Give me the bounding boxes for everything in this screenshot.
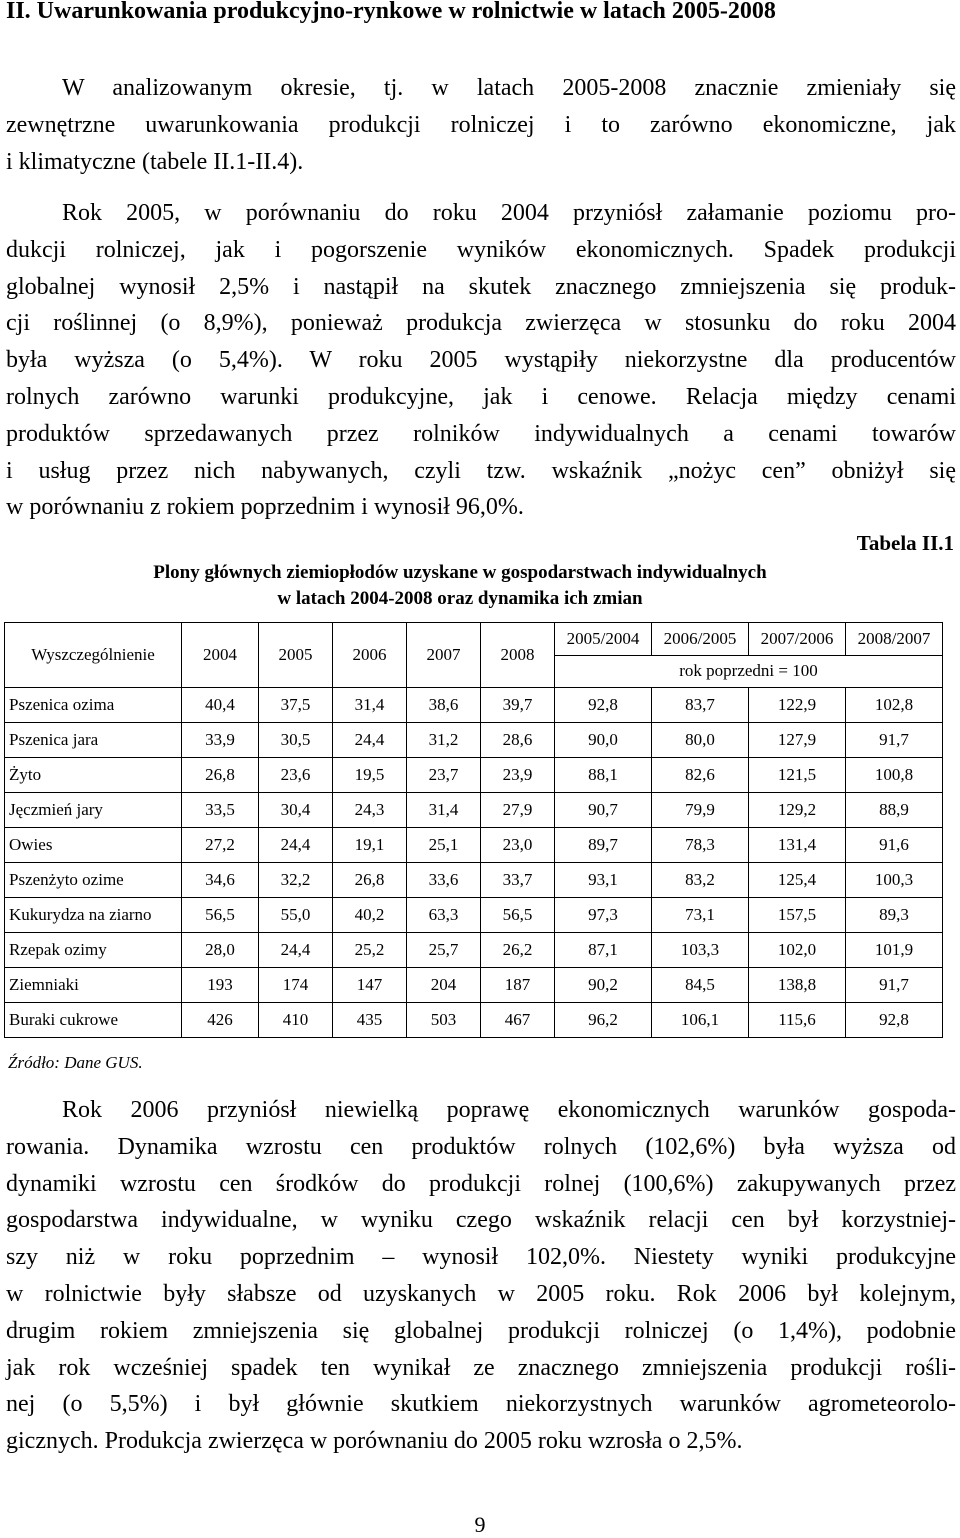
table-cell: 84,5 bbox=[652, 968, 749, 1003]
paragraph-line: i klimatyczne (tabele II.1-II.4). bbox=[6, 148, 304, 175]
table-cell: 24,4 bbox=[333, 723, 407, 758]
table-cell: 27,2 bbox=[182, 828, 259, 863]
table-cell: 97,3 bbox=[555, 898, 652, 933]
paragraph-line: dynamiki wzrostu cen środków do produkcji rolnej (100,6%) zakupywanych przez bbox=[6, 1170, 956, 1197]
table-cell: 63,3 bbox=[407, 898, 481, 933]
table-row bbox=[5, 933, 943, 968]
table-row bbox=[5, 688, 943, 723]
paragraph-line: W analizowanym okresie, tj. w latach 2005-2008 znacznie zmieniały się bbox=[62, 75, 956, 101]
header-year: 2008 bbox=[481, 623, 555, 688]
table-cell: 100,8 bbox=[846, 758, 943, 793]
table-cell: 38,6 bbox=[407, 688, 481, 723]
table-cell: 138,8 bbox=[749, 968, 846, 1003]
paragraph-line: drugim rokiem zmniejszenia się globalnej produkcji rolniczej (o 1,4%), podobnie bbox=[6, 1317, 956, 1344]
table-cell: 33,6 bbox=[407, 863, 481, 898]
header-wyszczegolnienie: Wyszczególnienie bbox=[5, 623, 182, 688]
table-cell: 435 bbox=[333, 1003, 407, 1038]
table-cell: 83,2 bbox=[652, 863, 749, 898]
table-cell: 40,4 bbox=[182, 688, 259, 723]
header-year: 2005 bbox=[259, 623, 333, 688]
header-ratio: 2005/2004 bbox=[555, 623, 652, 656]
table-cell: 147 bbox=[333, 968, 407, 1003]
table-cell: 102,0 bbox=[749, 933, 846, 968]
paragraph-line: produktów sprzedawanych przez rolników indywidualnych a cenami towarów bbox=[6, 420, 956, 447]
table-cell: 204 bbox=[407, 968, 481, 1003]
table-cell: 89,3 bbox=[846, 898, 943, 933]
header-year: 2006 bbox=[333, 623, 407, 688]
table-cell: 102,8 bbox=[846, 688, 943, 723]
yields-table bbox=[4, 622, 943, 1038]
paragraph-line: zewnętrzne uwarunkowania produkcji rolniczej i to zarówno ekonomiczne, jak bbox=[6, 111, 956, 138]
table-row bbox=[5, 828, 943, 863]
table-cell: 115,6 bbox=[749, 1003, 846, 1038]
paragraph-line: rolnych zarówno warunki produkcyjne, jak i cenowe. Relacja między cenami bbox=[6, 383, 956, 410]
table-cell: 467 bbox=[481, 1003, 555, 1038]
table-cell: 91,7 bbox=[846, 968, 943, 1003]
table-cell: 91,7 bbox=[846, 723, 943, 758]
row-label: Pszenżyto ozime bbox=[5, 863, 182, 898]
paragraph-line: globalnej wynosił 2,5% i nastąpił na skutek znacznego zmniejszenia się produk- bbox=[6, 273, 956, 300]
paragraph-line: gospodarstwa indywidualne, w wyniku czego wskaźnik relacji cen był korzystniej- bbox=[6, 1207, 956, 1234]
table-cell: 31,2 bbox=[407, 723, 481, 758]
header-ratio: 2008/2007 bbox=[846, 623, 943, 656]
row-label: Kukurydza na ziarno bbox=[5, 898, 182, 933]
table-cell: 79,9 bbox=[652, 793, 749, 828]
table-cell: 92,8 bbox=[555, 688, 652, 723]
row-label: Jęczmień jary bbox=[5, 793, 182, 828]
table-body bbox=[5, 688, 943, 1038]
table-cell: 157,5 bbox=[749, 898, 846, 933]
table-cell: 122,9 bbox=[749, 688, 846, 723]
header-year: 2007 bbox=[407, 623, 481, 688]
paragraph-line: Rok 2006 przyniósł niewielką poprawę ekonomicznych warunków gospoda- bbox=[62, 1097, 956, 1123]
table-cell: 26,8 bbox=[182, 758, 259, 793]
table-cell: 101,9 bbox=[846, 933, 943, 968]
table-cell: 25,1 bbox=[407, 828, 481, 863]
paragraph-line: gicznych. Produkcja zwierzęca w porównaniu do 2005 roku wzrosła o 2,5%. bbox=[6, 1428, 743, 1455]
table-cell: 90,2 bbox=[555, 968, 652, 1003]
table-row bbox=[5, 1003, 943, 1038]
paragraph-line: cji roślinnej (o 8,9%), ponieważ produkcja zwierzęca w stosunku do roku 2004 bbox=[6, 310, 956, 337]
table-cell: 40,2 bbox=[333, 898, 407, 933]
table-cell: 100,3 bbox=[846, 863, 943, 898]
table-cell: 25,2 bbox=[333, 933, 407, 968]
table-cell: 187 bbox=[481, 968, 555, 1003]
table-cell: 83,7 bbox=[652, 688, 749, 723]
table-cell: 127,9 bbox=[749, 723, 846, 758]
row-label: Ziemniaki bbox=[5, 968, 182, 1003]
table-cell: 23,9 bbox=[481, 758, 555, 793]
page-number: 9 bbox=[474, 1512, 486, 1537]
table-row bbox=[5, 863, 943, 898]
row-label: Żyto bbox=[5, 758, 182, 793]
row-label: Buraki cukrowe bbox=[5, 1003, 182, 1038]
table-cell: 90,7 bbox=[555, 793, 652, 828]
paragraph-line: dukcji rolniczej, jak i pogorszenie wyników ekonomicznych. Spadek produkcji bbox=[6, 236, 956, 263]
paragraph-line: w porównaniu z rokiem poprzednim i wynosił 96,0%. bbox=[6, 494, 524, 521]
table-row bbox=[5, 758, 943, 793]
table-cell: 56,5 bbox=[481, 898, 555, 933]
table-cell: 30,4 bbox=[259, 793, 333, 828]
row-label: Owies bbox=[5, 828, 182, 863]
table-cell: 33,7 bbox=[481, 863, 555, 898]
row-label: Pszenica ozima bbox=[5, 688, 182, 723]
table-cell: 34,6 bbox=[182, 863, 259, 898]
table-cell: 19,5 bbox=[333, 758, 407, 793]
table-cell: 24,4 bbox=[259, 828, 333, 863]
paragraph-line: Rok 2005, w porównaniu do roku 2004 przyniósł załamanie poziomu pro- bbox=[62, 200, 956, 226]
paragraph-intro bbox=[6, 70, 956, 180]
section-heading: II. Uwarunkowania produkcyjno-rynkowe w rolnictwie w latach 2005-2008 bbox=[6, 0, 776, 24]
table-cell: 96,2 bbox=[555, 1003, 652, 1038]
paragraph-2005 bbox=[6, 195, 956, 526]
table-cell: 131,4 bbox=[749, 828, 846, 863]
table-cell: 89,7 bbox=[555, 828, 652, 863]
table-cell: 73,1 bbox=[652, 898, 749, 933]
row-label: Pszenica jara bbox=[5, 723, 182, 758]
table-cell: 23,7 bbox=[407, 758, 481, 793]
table-cell: 26,2 bbox=[481, 933, 555, 968]
table-cell: 31,4 bbox=[333, 688, 407, 723]
table-cell: 129,2 bbox=[749, 793, 846, 828]
source-note: Źródło: Dane GUS. bbox=[8, 1053, 143, 1072]
paragraph-line: nej (o 5,5%) i był głównie skutkiem niekorzystnych warunków agrometeorolo- bbox=[6, 1391, 956, 1418]
table-cell: 426 bbox=[182, 1003, 259, 1038]
table-cell: 25,7 bbox=[407, 933, 481, 968]
table-cell: 55,0 bbox=[259, 898, 333, 933]
table-cell: 24,3 bbox=[333, 793, 407, 828]
table-cell: 33,9 bbox=[182, 723, 259, 758]
table-cell: 503 bbox=[407, 1003, 481, 1038]
table-row bbox=[5, 723, 943, 758]
table-cell: 174 bbox=[259, 968, 333, 1003]
table-row bbox=[5, 793, 943, 828]
table-cell: 410 bbox=[259, 1003, 333, 1038]
paragraph-line: była wyższa (o 5,4%). W roku 2005 wystąpiły niekorzystne dla producentów bbox=[6, 347, 956, 374]
paragraph-line: jak rok wcześniej spadek ten wynikał ze znacznego zmniejszenia produkcji rośli- bbox=[6, 1354, 956, 1381]
table-cell: 23,0 bbox=[481, 828, 555, 863]
paragraph-line: w rolnictwie były słabsze od uzyskanych w 2005 roku. Rok 2006 był kolejnym, bbox=[6, 1280, 956, 1307]
header-ratio: 2006/2005 bbox=[652, 623, 749, 656]
header-ratio: 2007/2006 bbox=[749, 623, 846, 656]
table-cell: 78,3 bbox=[652, 828, 749, 863]
table-cell: 88,1 bbox=[555, 758, 652, 793]
paragraph-line: rowania. Dynamika wzrostu cen produktów rolnych (102,6%) była wyższa od bbox=[6, 1133, 956, 1160]
paragraph-line: szy niż w roku poprzednim – wynosił 102,0%. Niestety wyniki produkcyjne bbox=[6, 1244, 956, 1271]
header-ratio-note: rok poprzedni = 100 bbox=[555, 655, 943, 688]
table-cell: 56,5 bbox=[182, 898, 259, 933]
table-row bbox=[5, 968, 943, 1003]
table-cell: 32,2 bbox=[259, 863, 333, 898]
table-cell: 88,9 bbox=[846, 793, 943, 828]
table-cell: 93,1 bbox=[555, 863, 652, 898]
table-cell: 28,6 bbox=[481, 723, 555, 758]
table-cell: 193 bbox=[182, 968, 259, 1003]
table-cell: 27,9 bbox=[481, 793, 555, 828]
table-cell: 28,0 bbox=[182, 933, 259, 968]
table-title: Plony głównych ziemiopłodów uzyskane w gospodarstwach indywidualnych bbox=[153, 562, 767, 583]
table-cell: 90,0 bbox=[555, 723, 652, 758]
paragraph-line: i usług przez nich nabywanych, czyli tzw. wskaźnik „nożyc cen” obniżył się bbox=[6, 457, 956, 484]
table-subtitle: w latach 2004-2008 oraz dynamika ich zmian bbox=[277, 588, 643, 609]
table-cell: 33,5 bbox=[182, 793, 259, 828]
table-row bbox=[5, 898, 943, 933]
table-cell: 80,0 bbox=[652, 723, 749, 758]
table-cell: 103,3 bbox=[652, 933, 749, 968]
table-cell: 125,4 bbox=[749, 863, 846, 898]
table-cell: 82,6 bbox=[652, 758, 749, 793]
table-cell: 106,1 bbox=[652, 1003, 749, 1038]
table-cell: 24,4 bbox=[259, 933, 333, 968]
table-cell: 19,1 bbox=[333, 828, 407, 863]
table-cell: 31,4 bbox=[407, 793, 481, 828]
table-cell: 92,8 bbox=[846, 1003, 943, 1038]
table-cell: 39,7 bbox=[481, 688, 555, 723]
table-cell: 23,6 bbox=[259, 758, 333, 793]
header-year: 2004 bbox=[182, 623, 259, 688]
row-label: Rzepak ozimy bbox=[5, 933, 182, 968]
table-cell: 37,5 bbox=[259, 688, 333, 723]
table-label: Tabela II.1 bbox=[856, 531, 954, 555]
table-cell: 121,5 bbox=[749, 758, 846, 793]
paragraph-2006 bbox=[6, 1092, 956, 1460]
table-cell: 87,1 bbox=[555, 933, 652, 968]
table-cell: 91,6 bbox=[846, 828, 943, 863]
table-cell: 30,5 bbox=[259, 723, 333, 758]
table-cell: 26,8 bbox=[333, 863, 407, 898]
